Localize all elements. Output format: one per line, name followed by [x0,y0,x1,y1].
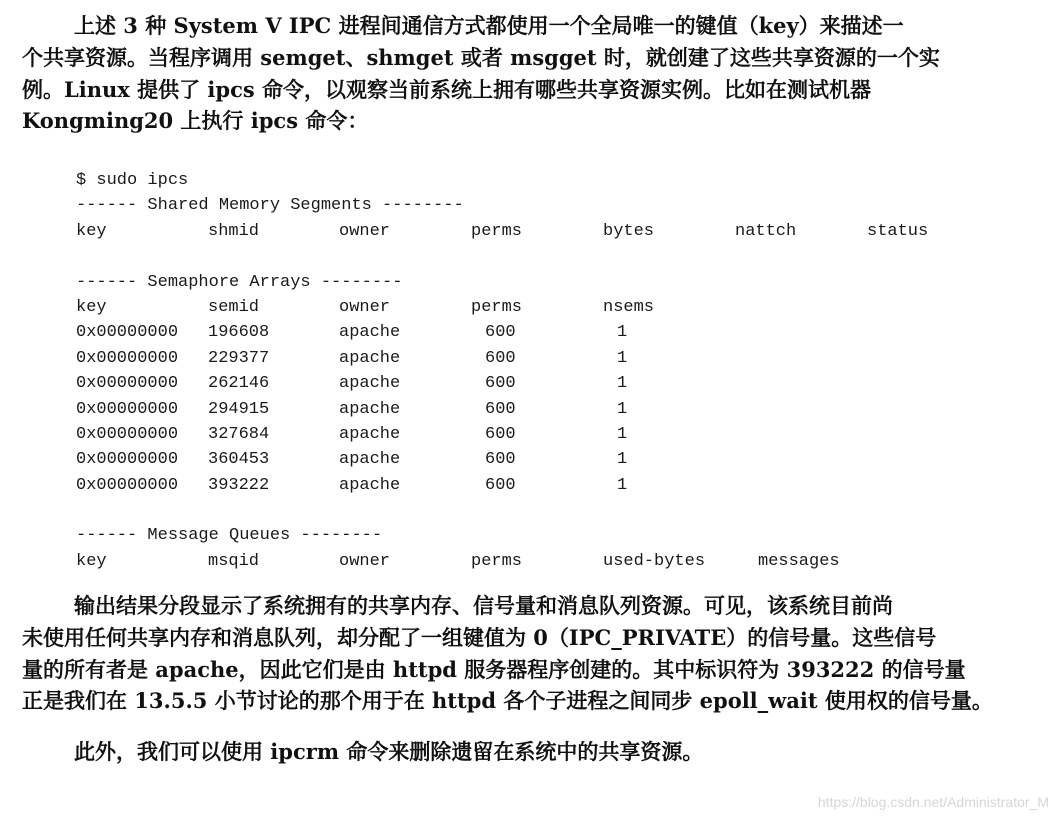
blank-line [76,498,976,523]
ipcrm-line: 此外，我们可以使用 ipcrm 命令来删除遗留在系统中的共享资源。 [74,739,704,764]
intro-line: 例。Linux 提供了 ipcs 命令，以观察当前系统上拥有哪些共享资源实例。比如在测试机器 [22,76,871,102]
sem-perms: 600 [485,374,516,394]
column-header: nattch [735,221,797,241]
sem-row [76,447,976,472]
intro-line: Kongming20 上执行 ipcs 命令： [22,108,369,134]
sem-perms: 600 [485,475,516,495]
column-header: messages [758,551,840,571]
sem-column-header-row [76,295,976,320]
sem-owner: apache [339,323,401,343]
sem-id: 393222 [208,475,270,495]
column-header: key [76,221,107,241]
msg-section-header: ------ Message Queues -------- [76,526,383,546]
sem-owner: apache [339,450,401,470]
column-header: owner [339,221,391,241]
explain-line: 未使用任何共享内存和消息队列，却分配了一组键值为 0（IPC_PRIVATE）的信号量。这些信号 [22,624,937,650]
column-header: owner [339,297,391,317]
column-header: key [76,551,107,571]
sem-owner: apache [339,348,401,368]
column-header: nsems [603,297,655,317]
sem-id: 229377 [208,348,270,368]
sem-perms: 600 [485,399,516,419]
sem-nsems: 1 [617,348,628,368]
column-header: perms [471,221,523,241]
sem-nsems: 1 [617,323,628,343]
sem-owner: apache [339,374,401,394]
sem-nsems: 1 [617,475,628,495]
sem-owner: apache [339,424,401,444]
sem-key: 0x00000000 [76,399,179,419]
sem-key: 0x00000000 [76,424,179,444]
column-header: used-bytes [603,551,706,571]
column-header: msqid [208,551,260,571]
ipcrm-paragraph [22,736,1032,768]
watermark-url: https://blog.csdn.net/Administrator_M [817,794,1049,810]
sem-key: 0x00000000 [76,348,179,368]
column-header: bytes [603,221,655,241]
sem-row [76,320,976,345]
sem-key: 0x00000000 [76,475,179,495]
msg-column-header-row [76,549,976,574]
sem-row [76,422,976,447]
shm-section-header: ------ Shared Memory Segments -------- [76,196,464,216]
shm-column-header-row [76,219,976,244]
column-header: key [76,297,107,317]
sem-row [76,473,976,498]
sem-row [76,397,976,422]
sem-key: 0x00000000 [76,374,179,394]
sem-nsems: 1 [617,450,628,470]
explanation-paragraph [22,590,1032,717]
sem-id: 327684 [208,424,270,444]
sem-nsems: 1 [617,374,628,394]
sem-owner: apache [339,475,401,495]
sem-nsems: 1 [617,424,628,444]
intro-paragraph [22,10,1032,137]
sem-id: 262146 [208,374,270,394]
sem-section-header: ------ Semaphore Arrays -------- [76,272,403,292]
sem-owner: apache [339,399,401,419]
sem-perms: 600 [485,323,516,343]
column-header: semid [208,297,260,317]
column-header: owner [339,551,391,571]
intro-line: 个共享资源。当程序调用 semget、shmget 或者 msgget 时，就创建了这些共享资源的一个实 [22,44,940,70]
sem-key: 0x00000000 [76,450,179,470]
blank-line [76,244,976,269]
sem-id: 196608 [208,323,270,343]
column-header: shmid [208,221,260,241]
sem-id: 294915 [208,399,270,419]
intro-line: 上述 3 种 System V IPC 进程间通信方式都使用一个全局唯一的键值（key）来描述一 [74,13,904,38]
column-header: status [867,221,929,241]
terminal-command: $ sudo ipcs [76,171,189,190]
sem-perms: 600 [485,424,516,444]
explain-line: 输出结果分段显示了系统拥有的共享内存、信号量和消息队列资源。可见，该系统目前尚 [74,593,893,618]
sem-row [76,346,976,371]
sem-row [76,371,976,396]
column-header: perms [471,297,523,317]
sem-key: 0x00000000 [76,323,179,343]
ipcs-output-block [76,168,976,574]
explain-line: 量的所有者是 apache，因此它们是由 httpd 服务器程序创建的。其中标识符为 393222 的信号量 [22,656,966,682]
sem-perms: 600 [485,348,516,368]
column-header: perms [471,551,523,571]
explain-line: 正是我们在 13.5.5 小节讨论的那个用于在 httpd 各个子进程之间同步 epoll_wait 使用权的信号量。 [22,688,993,714]
sem-id: 360453 [208,450,270,470]
sem-perms: 600 [485,450,516,470]
sem-nsems: 1 [617,399,628,419]
